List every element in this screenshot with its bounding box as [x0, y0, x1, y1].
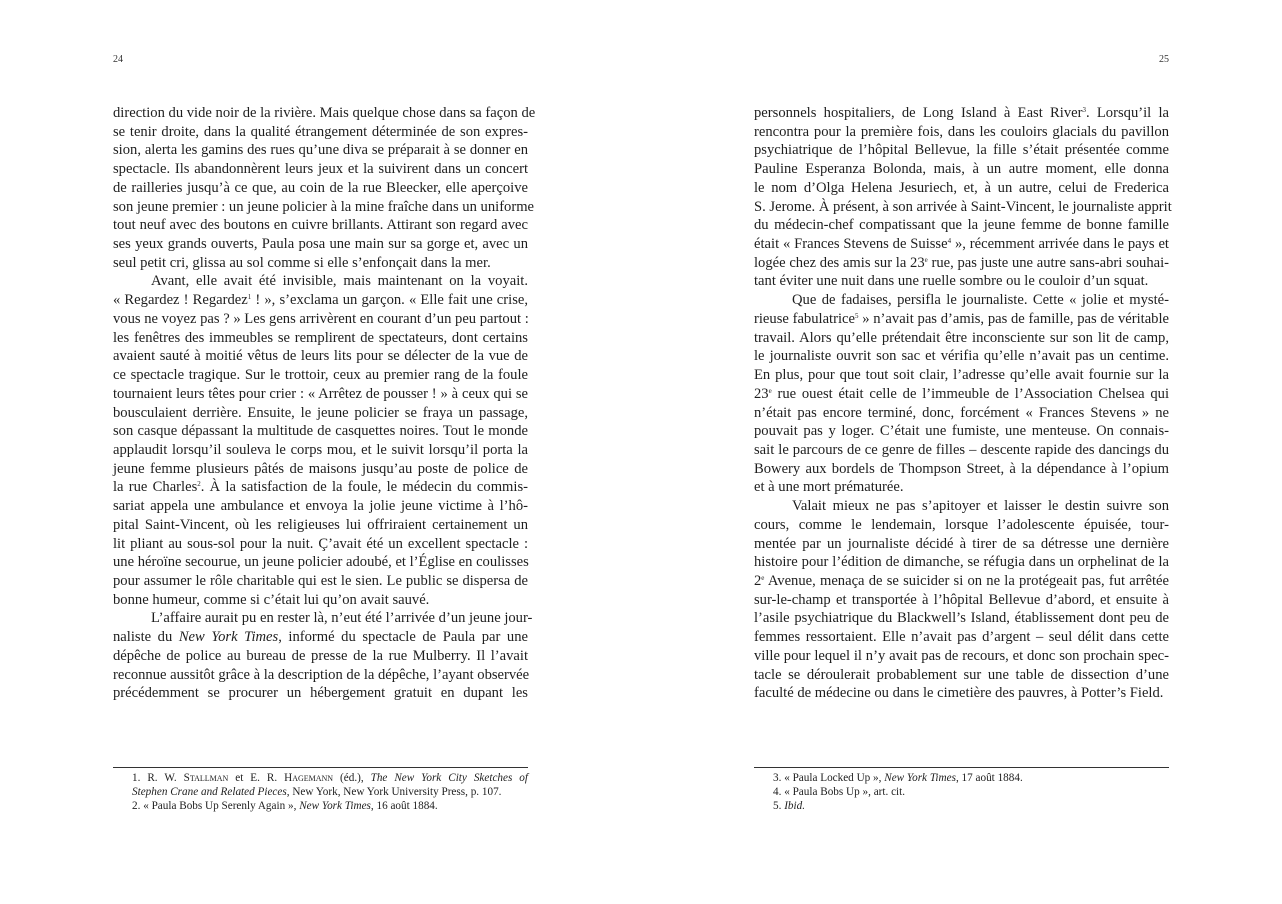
- footnote-number: 3.: [773, 772, 782, 784]
- text-line: le nom d’Olga Helena Jesuriech, et, à un autre, celui de Frederica: [754, 179, 1169, 196]
- text-line: tant éviter une nuit dans une ruelle sombre ou le couloir d’un squat.: [754, 273, 1149, 290]
- text-fragment: », récemment arrivée dans le pays et: [951, 236, 1169, 253]
- text-fragment: naliste du: [113, 629, 179, 646]
- text-line: [754, 254, 1169, 273]
- text-fragment: était « Frances Stevens de Suisse: [754, 236, 948, 253]
- text-line: et à une mort prématurée.: [754, 479, 904, 496]
- text-line: S. Jerome. À présent, à son arrivée à Saint-Vincent, le journaliste apprit: [754, 198, 1172, 215]
- footnote-number: 4.: [773, 786, 782, 798]
- text-line: rencontra pour la première fois, dans les couloirs glacials du pavillon: [754, 123, 1169, 140]
- text-line: reconnue aussitôt grâce à la description de la dépêche, l’ayant observée: [113, 666, 530, 683]
- text-line: histoire pour l’édition de dimanche, se réfugia dans un orphelinat de la: [754, 554, 1169, 571]
- footnote-text: « Paula Bobs Up Serenly Again »,: [143, 800, 300, 812]
- footnote-title: Stephen Crane and Related Pieces: [132, 786, 287, 798]
- text-line: une héroïne secourue, un jeune policier adoubé, et l’Église en coulisses: [113, 554, 529, 571]
- text-line: L’affaire aurait pu en rester là, n’eut été l’arrivée d’un jeune jour-: [151, 610, 533, 627]
- footnote-2: [113, 799, 528, 813]
- text-fragment: la rue Charles: [113, 479, 198, 496]
- text-line: tout neuf avec des boutons en cuivre brillants. Attirant son regard avec: [113, 217, 528, 234]
- footnote-text: « Paula Bobs Up », art. cit.: [784, 786, 906, 798]
- ordinal-suffix: e: [768, 386, 772, 395]
- footnote-author: Stallman: [183, 772, 229, 784]
- footnote-title: New York Times: [299, 800, 371, 812]
- text-fragment: . Lorsqu’il la: [1085, 105, 1170, 121]
- text-line: n’était pas encore terminé, donc, forcément « Frances Stevens » ne: [754, 404, 1169, 421]
- footnote-ref: 4: [947, 237, 952, 246]
- text-line: faculté de médecine ou dans le cimetière des pauvres, à Potter’s Field.: [754, 685, 1164, 702]
- text-line: tournaient leurs têtes pour crier : « Arrêtez de pousser ! » à ceux qui se: [113, 385, 528, 402]
- footnote-text: , 17 août 1884.: [955, 772, 1023, 784]
- footnote-text: « Paula Locked Up »,: [784, 772, 885, 784]
- text-line: le journaliste ouvrit son sac et vérifia qu’elle n’avait pas un centime.: [754, 348, 1169, 365]
- text-fragment: personnels hospitaliers, de Long Island à East River: [754, 105, 1083, 121]
- text-fragment: rue ouest était celle de l’immeuble de l’Association Chelsea qui: [771, 385, 1169, 402]
- footnotes-right: [754, 771, 1169, 813]
- text-line: les fenêtres des immeubles se remplirent de spectateurs, dont certains: [113, 329, 528, 346]
- footnote-text: Ibid.: [784, 800, 806, 812]
- text-fragment: rieuse fabulatrice: [754, 310, 855, 327]
- text-line: tacle se déroulerait probablement sur une table de dissection d’une: [754, 666, 1169, 683]
- ordinal-suffix: e: [924, 255, 928, 264]
- footnote-1: [113, 771, 528, 785]
- text-fragment: ! », s’exclama un garçon. « Elle fait une crise,: [251, 292, 528, 309]
- text-line: se tenir droite, dans la qualité étrangement déterminée de son expres-: [113, 123, 528, 140]
- text-line: l’asile psychiatrique du Blackwell’s Island, établissement dont peu de: [754, 610, 1169, 627]
- body-text-left: [113, 104, 536, 703]
- footnote-5: [754, 799, 1169, 813]
- text-line: [113, 478, 528, 497]
- text-fragment: , informé du spectacle de Paula par une: [278, 629, 528, 646]
- footnote-text: , 16 août 1884.: [370, 800, 438, 812]
- text-line: ses yeux grands ouverts, Paula posa une main sur sa gorge et, avec un: [113, 236, 528, 253]
- text-line: Avant, elle avait été invisible, mais maintenant on la voyait.: [151, 273, 528, 290]
- text-fragment: Avenue, menaça de se suicider si on ne la protégeait pas, fut arrêtée: [764, 572, 1169, 589]
- footnote-text: et E. R.: [228, 772, 285, 784]
- text-line: bonne humeur, comme si c’était lui qu’on avait sauvé.: [113, 591, 430, 608]
- text-line: du médecin-chef compatissant que la jeune femme de bonne famille: [754, 217, 1169, 234]
- text-line: avaient sauté à moitié vêtus de leurs lits pour se délecter de la vue de: [113, 348, 528, 365]
- text-line: femmes ressortaient. Elle n’avait pas d’argent – seul délit dans cette: [754, 629, 1169, 646]
- footnote-author: Hagemann: [284, 772, 334, 784]
- text-fragment: » n’avait pas d’amis, pas de famille, pas de véritable: [858, 310, 1169, 327]
- text-line: direction du vide noir de la rivière. Mais quelque chose dans sa façon de: [113, 105, 536, 121]
- text-line: [754, 310, 1169, 329]
- footnote-divider: [754, 767, 1169, 768]
- body-text-right: [754, 104, 1172, 703]
- footnote-3: [754, 771, 1169, 785]
- text-fragment: . À la satisfaction de la foule, le médecin du commis-: [200, 479, 528, 496]
- footnote-text: , New York, New York University Press, p. 107.: [286, 786, 502, 798]
- text-line: applaudit lorsqu’il souleva le corps mou, et le suivit lorsqu’il porta la: [113, 441, 528, 458]
- footnote-4: [754, 785, 1169, 799]
- text-line: bousculaient derrière. Ensuite, le jeune policier se fraya un passage,: [113, 404, 528, 421]
- footnote-divider: [113, 767, 528, 768]
- footnote-number: 1.: [132, 772, 141, 784]
- text-line: sur-le-champ et transportée à l’hôpital Bellevue d’abord, et ensuite à: [754, 591, 1169, 608]
- footnote-number: 5.: [773, 800, 782, 812]
- text-line: [113, 628, 528, 647]
- ordinal-suffix: e: [761, 573, 765, 582]
- footnote-1-cont: [113, 785, 528, 799]
- text-fragment: 2: [754, 572, 762, 589]
- footnotes-left: [113, 771, 528, 813]
- text-line: sait le parcours de ce genre de filles – descente rapide des dancings du: [754, 441, 1169, 458]
- text-fragment: rue, pas juste une autre sans-abri souhai-: [927, 254, 1170, 271]
- page-number-left: 24: [113, 54, 123, 65]
- text-fragment: logée chez des amis sur la 23: [754, 254, 925, 271]
- text-line: [754, 235, 1169, 254]
- text-line: son jeune premier : un jeune policier à la mine fraîche dans un uniforme: [113, 198, 535, 215]
- footnote-ref: 3: [1082, 106, 1086, 114]
- text-line: jeune femme plusieurs pâtés de maisons jusqu’au poste de police de: [113, 460, 528, 477]
- text-line: [754, 385, 1169, 404]
- text-line: précédemment se procurer un hébergement gratuit en dupant les: [113, 685, 528, 702]
- page-number-right: 25: [1159, 54, 1169, 65]
- text-line: psychiatrique de l’hôpital Bellevue, la fille s’était présentée comme: [754, 142, 1169, 159]
- text-line: [754, 572, 1169, 591]
- footnote-title: New York Times: [884, 772, 956, 784]
- text-line: pour assumer le rôle charitable qui est le sien. Le public se dispersa de: [113, 572, 528, 589]
- text-line: Bowery aux bordels de Thompson Street, à la dépendance à l’opium: [754, 460, 1169, 477]
- text-line: cours, comme le lendemain, lorsque l’adolescente épuisée, tour-: [754, 516, 1169, 533]
- text-line: Valait mieux ne pas s’apitoyer et laisser le destin suivre son: [792, 498, 1169, 515]
- text-line: dépêche de police au bureau de presse de la rue Mulberry. Il l’avait: [113, 647, 528, 664]
- text-line: lit pliant au sous-sol pour la nuit. Ç’avait été un excellent spectacle :: [113, 535, 528, 552]
- text-line: Que de fadaises, persifla le journaliste. Cette « jolie et mysté-: [792, 292, 1169, 309]
- text-fragment: 23: [754, 385, 769, 402]
- footnote-ref: 5: [854, 311, 859, 320]
- text-line: sariat appela une ambulance et envoya la jolie jeune victime à l’hô-: [113, 498, 528, 515]
- italic-title: New York Times: [178, 629, 279, 646]
- text-line: mentée par un journaliste décidé à tirer de sa détresse une dernière: [754, 535, 1169, 552]
- footnote-ref: 1: [247, 293, 252, 302]
- text-line: sion, alerta les gamins des rues qu’une diva se préparait à se donner en: [113, 142, 528, 159]
- text-line: pouvait pas y loger. C’était une fumiste, une menteuse. On connais-: [754, 423, 1169, 440]
- footnote-ref: 2: [197, 480, 201, 489]
- text-line: ville pour lequel il n’y avait pas de recours, et donc son prochain spec-: [754, 647, 1169, 664]
- text-line: ce spectacle tragique. Sur le trottoir, ceux au premier rang de la foule: [113, 367, 528, 384]
- footnote-text: R. W.: [147, 772, 184, 784]
- footnote-title: The New York City Sketches of: [370, 772, 528, 784]
- text-line: [754, 104, 1169, 123]
- text-fragment: « Regardez ! Regardez: [113, 292, 248, 309]
- text-line: seul petit cri, glissa au sol comme si elle s’enfonçait dans la mer.: [113, 254, 491, 271]
- text-line: Pauline Esperanza Bolonda, mais, à un autre moment, elle donna: [754, 161, 1169, 178]
- text-line: vous ne voyez pas ? » Les gens arrivèrent en courant d’un peu partout :: [113, 310, 529, 327]
- text-line: son casque dépassant la multitude de casquettes noires. Tout le monde: [113, 423, 528, 440]
- text-line: travail. Alors qu’elle prétendait être inconsciente sur son lit de camp,: [754, 329, 1169, 346]
- text-line: [113, 291, 528, 310]
- text-line: spectacle. Ils abandonnèrent leurs jeux et la suivirent dans un concert: [113, 161, 528, 178]
- text-line: pital Saint-Vincent, où les religieuses lui offriraient certainement un: [113, 516, 528, 533]
- footnote-text: (éd.),: [333, 772, 371, 784]
- text-line: de railleries jusqu’à ce que, au coin de la rue Bleecker, elle aperçoive: [113, 179, 528, 196]
- text-line: En plus, pour que tout soit clair, l’adresse qu’elle avait fournie sur la: [754, 367, 1169, 384]
- footnote-number: 2.: [132, 800, 141, 812]
